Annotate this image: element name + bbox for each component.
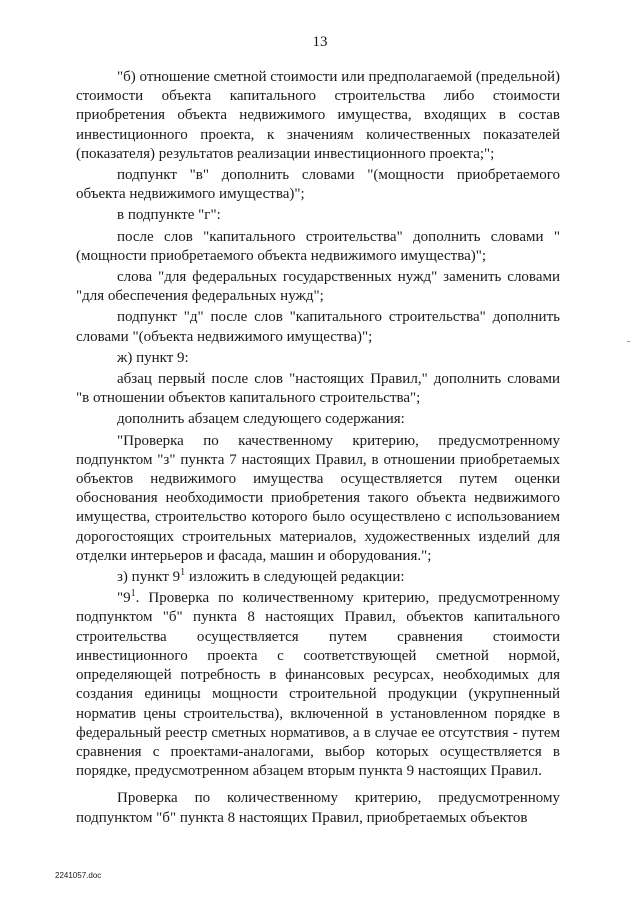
paragraph: абзац первый после слов "настоящих Правил," дополнить словами "в отношении объектов капитального строительства"; xyxy=(76,371,560,407)
footer-filename: 2241057.doc xyxy=(55,871,102,880)
paragraph: "б) отношение сметной стоимости или предполагаемой (предельной) стоимости объекта капитального строительства либо стоимости приобретения объекта недвижимого имущества, входящих в состав инвестиционного проекта, к значениям количественных показателей (показателя) результатов реализации инвестиционного проекта;"; xyxy=(76,69,560,162)
paragraph: подпункт "д" после слов "капитального строительства" дополнить словами "(объекта недвижимого имущества)"; xyxy=(76,309,560,345)
paragraph-text: з) пункт 9 xyxy=(117,569,181,586)
paragraph: после слов "капитального строительства" дополнить словами "(мощности приобретаемого объекта недвижимого имущества)"; xyxy=(76,228,560,264)
document-body xyxy=(76,68,560,828)
paragraph: "Проверка по качественному критерию, предусмотренному подпунктом "з" пункта 7 настоящих Правил, в отношении приобретаемых объектов недвижимого имущества осуществляется путем оценки обоснования необходимости приобретения такого объекта недвижимого имущества, строительство которого было осуществлено с использованием дорогостоящих строительных материалов, художественных изделий для отделки интерьеров и фасада, машин и оборудования."; xyxy=(76,432,560,564)
superscript: 1 xyxy=(130,588,136,600)
paragraph: подпункт "в" дополнить словами "(мощности приобретаемого объекта недвижимого имущества)"; xyxy=(76,167,560,203)
paragraph: Проверка по количественному критерию, предусмотренному подпунктом "б" пункта 8 настоящих Правил, приобретаемых объектов xyxy=(76,790,560,826)
superscript: 1 xyxy=(180,567,186,579)
paragraph: ж) пункт 9: xyxy=(117,349,189,366)
paragraph-text: "9 xyxy=(117,590,131,607)
paragraph xyxy=(76,589,560,781)
page-number: 13 xyxy=(312,34,328,50)
paragraph: в подпункте "г": xyxy=(117,207,221,224)
paragraph-text: изложить в следующей редакции: xyxy=(185,569,405,586)
paragraph xyxy=(76,568,560,587)
paragraph: дополнить абзацем следующего содержания: xyxy=(117,411,405,428)
paragraph-text: . Проверка по количественному критерию, предусмотренному подпунктом "б" пункта 8 настоящих Правил, объектов капитального строительства осуществляется путем сравнения стоимости инвестиционного проекта с соответствующей сметной нормой, определяющей потребность в финансовых ресурсах, необходимых для создания единицы мощности строительной продукции (укрупненный норматив цены строительства), включенной в установленном порядке в федеральный реестр сметных нормативов, а в случае ее отсутствия - путем сравнения с проектами-аналогами, выбор которых осуществляется в порядке, предусмотренном абзацем вторым пункта 9 настоящих Правил. xyxy=(76,590,560,780)
paragraph: слова "для федеральных государственных нужд" заменить словами "для обеспечения федеральных нужд"; xyxy=(76,269,560,305)
edge-mark: - xyxy=(627,336,631,347)
